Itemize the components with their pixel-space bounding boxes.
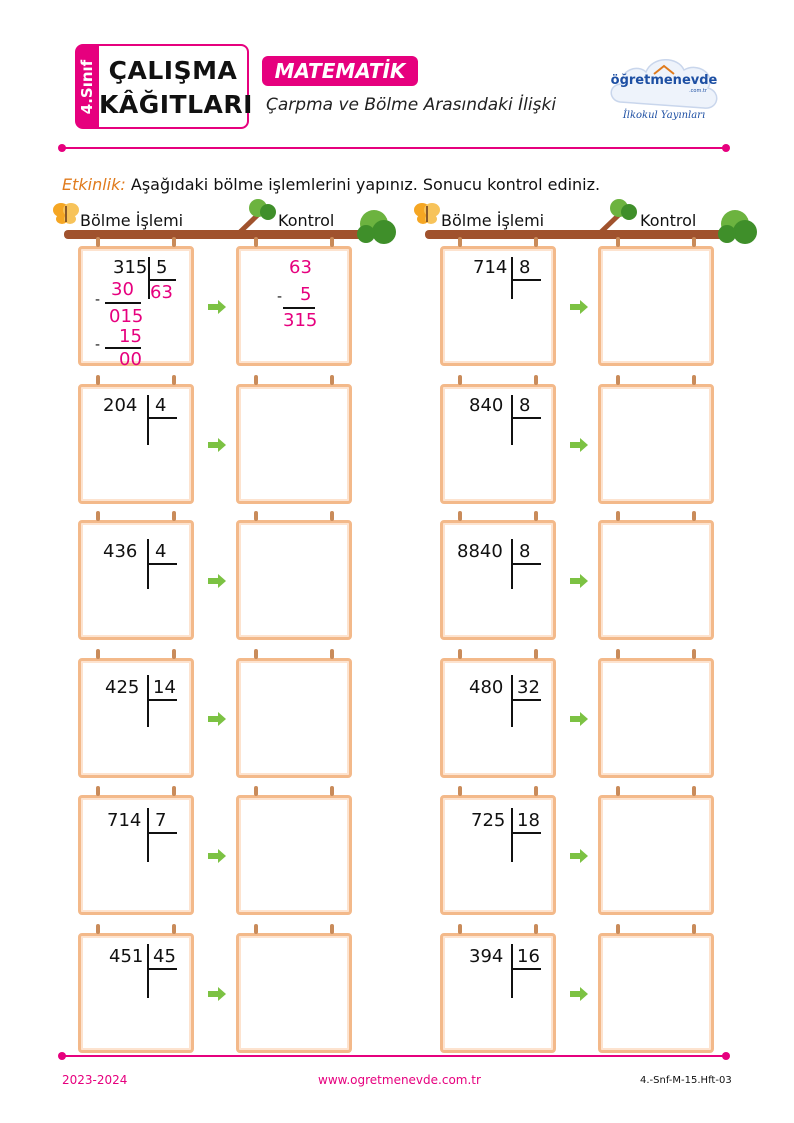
hook xyxy=(172,375,176,385)
hook xyxy=(458,511,462,521)
hook xyxy=(330,786,334,796)
minus-sign-2: - xyxy=(95,337,101,353)
arrow-right-icon xyxy=(569,849,589,863)
divisor: 18 xyxy=(517,810,540,831)
division-card xyxy=(440,384,556,504)
hook xyxy=(616,375,620,385)
hook xyxy=(692,786,696,796)
left-branch xyxy=(60,196,400,248)
arrow-right-icon xyxy=(207,849,227,863)
check-card xyxy=(236,933,352,1053)
arrow-right-icon xyxy=(569,438,589,452)
arrow-right-icon xyxy=(207,987,227,1001)
divisor: 32 xyxy=(517,677,540,698)
hook xyxy=(172,924,176,934)
hook xyxy=(458,237,462,247)
hook xyxy=(172,237,176,247)
hook xyxy=(534,375,538,385)
hook xyxy=(254,511,258,521)
hook xyxy=(330,511,334,521)
hook xyxy=(458,924,462,934)
dividend: 425 xyxy=(105,677,140,698)
quotient: 63 xyxy=(150,282,173,303)
check-card xyxy=(236,658,352,778)
right-check-header: Kontrol xyxy=(640,211,697,230)
division-card xyxy=(78,658,194,778)
logo-subtitle: İlkokul Yayınları xyxy=(622,110,706,121)
hook xyxy=(616,924,620,934)
hook xyxy=(330,237,334,247)
dividend: 436 xyxy=(103,541,138,562)
division-card xyxy=(440,658,556,778)
check-a: 63 xyxy=(289,257,312,278)
dividend: 840 xyxy=(469,395,504,416)
arrow-right-icon xyxy=(207,438,227,452)
footer-rule xyxy=(62,1055,726,1057)
arrow-right-icon xyxy=(207,574,227,588)
dividend: 480 xyxy=(469,677,504,698)
hook xyxy=(692,237,696,247)
left-check-header: Kontrol xyxy=(278,211,335,230)
hook xyxy=(172,649,176,659)
arrow-right-icon xyxy=(569,574,589,588)
title-line2: KÂĞITLARI xyxy=(99,90,253,119)
division-card xyxy=(78,384,194,504)
check-card xyxy=(236,384,352,504)
topic-title: Çarpma ve Bölme Arasındaki İlişki xyxy=(266,95,557,115)
division-card xyxy=(440,795,556,915)
hook xyxy=(616,649,620,659)
arrow-right-icon xyxy=(569,987,589,1001)
dividend: 714 xyxy=(473,257,508,278)
logo-text: öğretmenevde xyxy=(610,73,718,88)
hook xyxy=(96,237,100,247)
divisor: 4 xyxy=(155,541,167,562)
hook xyxy=(616,511,620,521)
left-division-header: Bölme İşlemi xyxy=(80,211,184,230)
hook xyxy=(96,511,100,521)
footer-code: 4.-Snf-M-15.Hft-03 xyxy=(640,1075,732,1086)
division-card xyxy=(440,246,556,366)
arrow-right-icon xyxy=(569,712,589,726)
check-card xyxy=(598,795,714,915)
right-branch xyxy=(421,196,766,248)
footer-website[interactable]: www.ogretmenevde.com.tr xyxy=(318,1073,481,1087)
dividend: 714 xyxy=(107,810,142,831)
hook xyxy=(330,924,334,934)
hook xyxy=(172,511,176,521)
instruction-label: Etkinlik: xyxy=(62,175,126,194)
hook xyxy=(330,375,334,385)
check-card xyxy=(236,795,352,915)
hook xyxy=(96,649,100,659)
dividend: 204 xyxy=(103,395,138,416)
check-card xyxy=(236,246,352,366)
check-card xyxy=(598,658,714,778)
check-b: 5 xyxy=(300,284,312,305)
hook xyxy=(534,237,538,247)
hook xyxy=(96,924,100,934)
divisor: 45 xyxy=(153,946,176,967)
check-card xyxy=(598,384,714,504)
hook xyxy=(616,786,620,796)
dividend: 725 xyxy=(471,810,506,831)
divisor: 16 xyxy=(517,946,540,967)
check-card xyxy=(598,520,714,640)
divisor: 8 xyxy=(519,541,531,562)
step2: 15 xyxy=(119,326,142,347)
check-card xyxy=(598,933,714,1053)
arrow-right-icon xyxy=(207,300,227,314)
logo xyxy=(606,48,722,128)
check-result: 315 xyxy=(283,310,318,331)
step1: 30 xyxy=(111,279,134,300)
title-line1: ÇALIŞMA xyxy=(108,56,238,85)
footer-year: 2023-2024 xyxy=(62,1073,128,1087)
dividend: 394 xyxy=(469,946,504,967)
hook xyxy=(534,511,538,521)
remainder1: 015 xyxy=(109,306,144,327)
hook xyxy=(692,649,696,659)
instruction-text: Aşağıdaki bölme işlemlerini yapınız. Sonucu kontrol ediniz. xyxy=(130,175,601,194)
hook xyxy=(692,511,696,521)
divisor: 4 xyxy=(155,395,167,416)
hook xyxy=(692,375,696,385)
hook xyxy=(254,375,258,385)
hook xyxy=(534,649,538,659)
hook xyxy=(692,924,696,934)
hook xyxy=(458,649,462,659)
hook xyxy=(534,786,538,796)
divisor: 8 xyxy=(519,395,531,416)
hook xyxy=(616,237,620,247)
division-card xyxy=(440,933,556,1053)
division-card xyxy=(440,520,556,640)
dividend: 315 xyxy=(113,257,148,278)
hook xyxy=(534,924,538,934)
hook xyxy=(96,786,100,796)
divisor: 5 xyxy=(156,257,168,278)
hook xyxy=(254,649,258,659)
divisor: 8 xyxy=(519,257,531,278)
minus-sign: - xyxy=(95,292,101,308)
instruction xyxy=(62,175,600,194)
hook xyxy=(458,786,462,796)
arrow-right-icon xyxy=(569,300,589,314)
division-card xyxy=(78,933,194,1053)
division-card xyxy=(78,795,194,915)
hook xyxy=(96,375,100,385)
check-card xyxy=(598,246,714,366)
title-box xyxy=(99,44,253,129)
hook xyxy=(254,237,258,247)
right-division-header: Bölme İşlemi xyxy=(441,211,545,230)
header-rule xyxy=(62,147,726,149)
dividend: 451 xyxy=(109,946,144,967)
division-card xyxy=(78,246,194,370)
divisor: 14 xyxy=(153,677,176,698)
hook xyxy=(172,786,176,796)
division-card xyxy=(78,520,194,640)
hook xyxy=(254,924,258,934)
hook xyxy=(330,649,334,659)
minus-sign-3: - xyxy=(277,289,283,305)
remainder2: 00 xyxy=(119,349,142,370)
logo-domain: .com.tr xyxy=(689,88,707,94)
check-card xyxy=(236,520,352,640)
grade-label: 4.Sınıf xyxy=(78,59,96,114)
arrow-right-icon xyxy=(207,712,227,726)
dividend: 8840 xyxy=(457,541,503,562)
subject-badge: MATEMATİK xyxy=(262,56,418,86)
divisor: 7 xyxy=(155,810,167,831)
grade-tab xyxy=(75,44,99,129)
hook xyxy=(458,375,462,385)
hook xyxy=(254,786,258,796)
